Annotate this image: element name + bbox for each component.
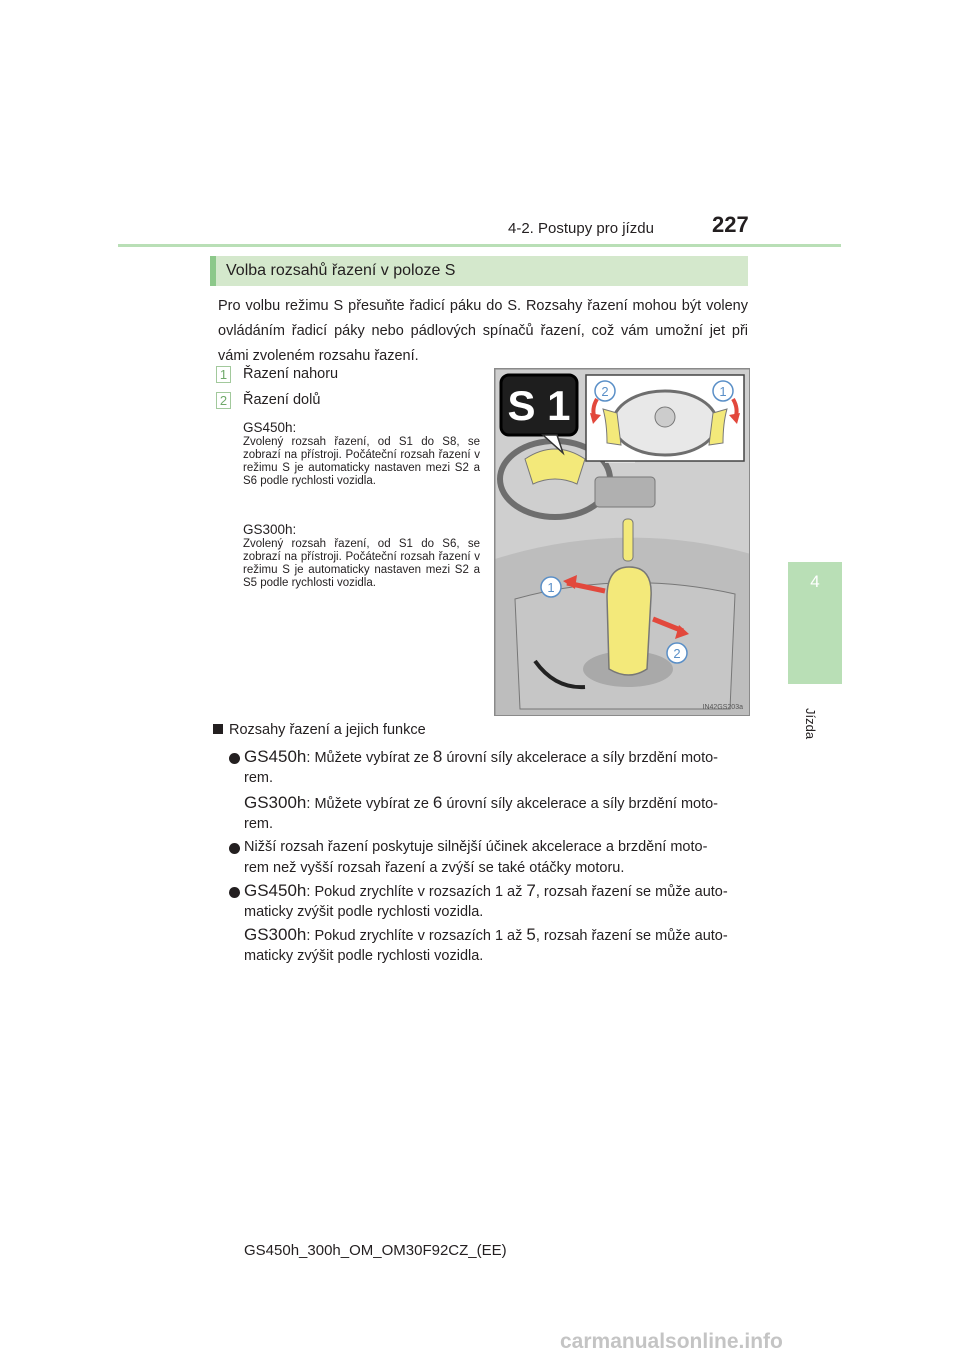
model-name: GS300h xyxy=(244,925,307,944)
item-label-downshift: Řazení dolů xyxy=(243,392,321,408)
subheading-text: Rozsahy řazení a jejich funkce xyxy=(229,722,426,738)
model-name: GS300h xyxy=(244,793,307,812)
bullet-gs450h-levels-cont: rem. xyxy=(244,770,273,786)
square-bullet-icon xyxy=(213,724,223,734)
bullet-gs300h-upshift: GS300h: Pokud zrychlíte v rozsazích 1 až 5, rozsah řazení se může auto- xyxy=(244,925,728,944)
bullet-lower-range: Nižší rozsah řazení poskytuje silnější účinek akcelerace a brzdění moto- xyxy=(244,839,708,855)
model-name: GS450h xyxy=(244,747,307,766)
chapter-number: 4 xyxy=(810,572,820,591)
header-rule xyxy=(118,244,841,247)
level-count: 8 xyxy=(432,747,443,766)
watermark: carmanualsonline.info xyxy=(560,1330,783,1353)
callout-2-top: 2 xyxy=(601,384,609,399)
shift-lever-figure xyxy=(494,368,750,716)
section-title-bar xyxy=(210,256,748,286)
subheading xyxy=(213,722,426,738)
callout-1-lever: 1 xyxy=(547,580,555,595)
callout-2-lever: 2 xyxy=(673,646,681,661)
callout-1-top: 1 xyxy=(719,384,727,399)
bullet-gs450h-levels: GS450h: Můžete vybírat ze 8 úrovní síly akcelerace a síly brzdění moto- xyxy=(244,747,719,766)
note-text: Zvolený rozsah řazení, od S1 do S6, se zobrazí na přístroji. Počáteční rozsah řazení v režimu S je automaticky nastaven mezi S2 a S5 podle rychlosti vozidla. xyxy=(243,538,480,589)
header-section: 4-2. Postupy pro jízdu xyxy=(508,220,654,237)
bullet-gs450h-upshift: GS450h: Pokud zrychlíte v rozsazích 1 až 7, rozsah řazení se může auto- xyxy=(244,881,728,900)
note-model: GS450h: xyxy=(243,420,297,435)
footer-code: GS450h_300h_OM_OM30F92CZ_(EE) xyxy=(244,1242,507,1259)
intro-paragraph: Pro volbu režimu S přesuňte řadicí páku do S. Rozsahy řazení mohou být voleny ovládáním řadicí páky nebo pádlových spínačů řazení, což vám umožní jet při vámi zvoleném rozsahu řazení. xyxy=(218,298,748,364)
bullet-lower-range-cont: rem než vyšší rozsah řazení a zvýší se také otáčky motoru. xyxy=(244,860,625,876)
model-name: GS450h xyxy=(244,881,307,900)
bullet-gs300h-upshift-cont: maticky zvýšit podle rychlosti vozidla. xyxy=(244,948,484,964)
chapter-label: Jízda xyxy=(803,708,818,740)
figure-illustration xyxy=(495,369,750,716)
page-number: 227 xyxy=(712,212,749,237)
bullet-gs450h-upshift-cont: maticky zvýšit podle rychlosti vozidla. xyxy=(244,904,484,920)
range-max: 5 xyxy=(526,925,536,944)
note-model: GS300h: xyxy=(243,522,297,537)
bullet-dot-icon xyxy=(229,887,240,898)
item-badge-1: 1 xyxy=(216,366,231,383)
bullet-gs300h-levels: GS300h: Můžete vybírat ze 6 úrovní síly akcelerace a síly brzdění moto- xyxy=(244,793,719,812)
figure-code: IN42GS203a xyxy=(702,704,743,711)
section-title: Volba rozsahů řazení v poloze S xyxy=(226,262,456,279)
note-text: Zvolený rozsah řazení, od S1 do S8, se zobrazí na přístroji. Počáteční rozsah řazení v režimu S je automaticky nastaven mezi S2 a S6 podle rychlosti vozidla. xyxy=(243,436,480,487)
bullet-dot-icon xyxy=(229,843,240,854)
level-count: 6 xyxy=(432,793,443,812)
note-gs300h xyxy=(243,522,480,590)
range-max: 7 xyxy=(526,881,536,900)
gear-display-text: S 1 xyxy=(507,382,571,429)
item-label-upshift: Řazení nahoru xyxy=(243,366,339,382)
note-gs450h xyxy=(243,420,480,488)
bullet-dot-icon xyxy=(229,753,240,764)
bullet-gs300h-levels-cont: rem. xyxy=(244,816,273,832)
item-badge-2: 2 xyxy=(216,392,231,409)
